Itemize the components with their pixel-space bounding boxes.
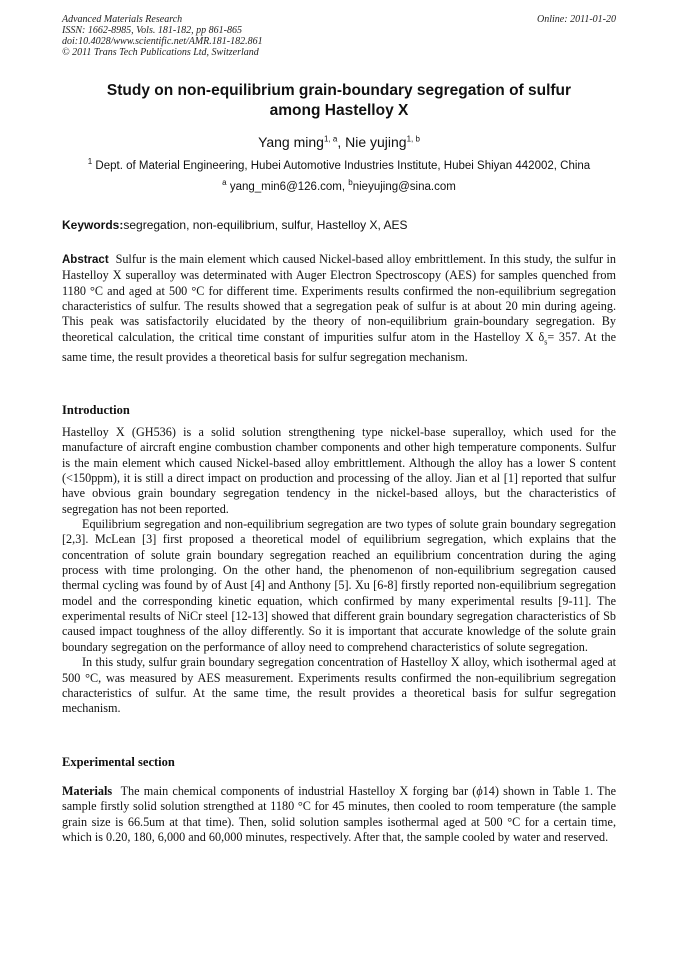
abstract-paragraph: [62, 252, 616, 365]
materials-label: Materials: [62, 784, 113, 798]
introduction-body: [62, 425, 616, 717]
paper-title: [62, 81, 616, 121]
email-a-marker: a: [222, 178, 227, 188]
title-line-1: Study on non-equilibrium grain-boundary segregation of sulfur: [106, 82, 572, 99]
author-separator: ,: [337, 134, 346, 150]
keywords: [62, 218, 616, 232]
copyright-line: © 2011 Trans Tech Publications Ltd, Switzerland: [62, 47, 259, 58]
materials-text-b: 14) shown in Table 1. The sample firstly solid solution strengthed at 1180 °C for 45 minutes, then cooled to room temperature (the sample grain size is 66.5um at that time). Then, solid solution samples isothermal aged at 500 °C for a certain time, which is 0.20, 180, 6,000 and 60,000 minutes, respectively. After that, the sample cooled by water and reserved.: [62, 784, 616, 845]
abstract-tail: = 357. At the same time, the result provides a theoretical basis for sulfur segregation mechanism.: [62, 329, 616, 364]
intro-paragraph-3: In this study, sulfur grain boundary segregation concentration of Hastelloy X alloy, which isothermal aged at 500 °C, was measured by AES measurement. Experiments results confirmed the non-equilibrium segregation characteristics of sulfur. At the same time, the result provides a theoretical basis for sulfur segregation mechanism.: [62, 655, 616, 716]
abstract: [62, 252, 616, 365]
introduction-heading: Introduction: [62, 403, 130, 417]
materials-paragraph: [62, 784, 616, 845]
author-2: Nie yujing: [345, 134, 407, 150]
intro-paragraph-2: Equilibrium segregation and non-equilibrium segregation are two types of solute grain boundary segregation [2,3]. McLean [3] first proposed a theoretical model of equilibrium segregation, which explains that the concentration of solute grain boundary segregation reached an equilibrium concentration during the aging process with time prolonging. On the other hand, the phenomenon of non-equilibrium segregation caused thermal cycling was found by of Aust [4] and Anthony [5]. Xu [6-8] firstly reported non-equilibrium segregation model and the corresponding kinetic equation, which confirmed by many experimental results [9-11]. The experimental results of NiCr steel [12-13] showed that different grain boundary segregation characteristics of Sb caused impact toughness of the alloy differently. So it is important that accurate knowledge of the solute grain boundary segregation on the performance of alloy need to comprehend characteristics of solute segregation.: [62, 517, 616, 654]
journal-name: Advanced Materials Research: [62, 14, 183, 25]
author-1: Yang ming: [258, 134, 324, 150]
materials-text-a: The main chemical components of industrial Hastelloy X forging bar (: [120, 784, 477, 798]
affiliation-number: 1: [87, 157, 93, 167]
experimental-body: [62, 784, 616, 845]
issn-line: ISSN: 1662-8985, Vols. 181-182, pp 861-865: [62, 25, 242, 36]
abstract-subscript: s: [544, 337, 548, 347]
intro-paragraph-1: Hastelloy X (GH536) is a solid solution strengthening type nickel-base superalloy, which used for the manufacture of aircraft engine combustion chamber components and other high temperature components. Sulfur is the main element which caused Nickel-based alloy embrittlement. Although the alloy has a lower S content (<150ppm), it is still a direct impact on production and processing of the alloy. Jian et al [1] reported that sulfur have obvious grain boundary segregation tendency in the nickel-based alloys, but the characteristics of segregation has not been reported.: [62, 425, 616, 516]
phi-symbol: ϕ: [476, 784, 483, 798]
keywords-label: Keywords:: [62, 218, 124, 232]
online-date: Online: 2011-01-20: [537, 14, 616, 25]
author-2-affil: 1, b: [406, 134, 420, 144]
keywords-text: segregation, non-equilibrium, sulfur, Hastelloy X, AES: [123, 218, 408, 232]
experimental-heading: Experimental section: [62, 755, 175, 769]
author-1-affil: 1, a: [323, 134, 338, 144]
abstract-text: Sulfur is the main element which caused Nickel-based alloy embrittlement. In this study, the sulfur in Hastelloy X superalloy was determinated with Auger Electron Spectroscopy (AES) for samples quenched from 1180 °C and aged at 500 °C for different time. Experiments results confirmed the non-equilibrium segregation characteristics of sulfur. The results showed that a segregation peak of sulfur is at about 20 min during ageing. This peak was satisfactorily elucidated by the theory of non-equilibrium grain-boundary segregation. By theoretical calculation, the critical time constant of impurities sulfur atom in the Hastelloy X δ: [62, 252, 616, 344]
journal-header: [62, 14, 616, 58]
affiliation-text: Dept. of Material Engineering, Hubei Automotive Industries Institute, Hubei Shiyan 442002, China: [92, 160, 591, 172]
doi-line: doi:10.4028/www.scientific.net/AMR.181-182.861: [62, 36, 263, 47]
abstract-label: Abstract: [62, 254, 109, 266]
email-b: nieyujing@sina.com: [352, 181, 456, 193]
email-a: yang_min6@126.com,: [226, 181, 349, 193]
author-emails: [62, 180, 616, 194]
affiliation: [62, 159, 616, 173]
author-list: [62, 133, 616, 151]
title-line-2: among Hastelloy X: [269, 102, 409, 119]
email-b-marker: b: [348, 178, 353, 188]
